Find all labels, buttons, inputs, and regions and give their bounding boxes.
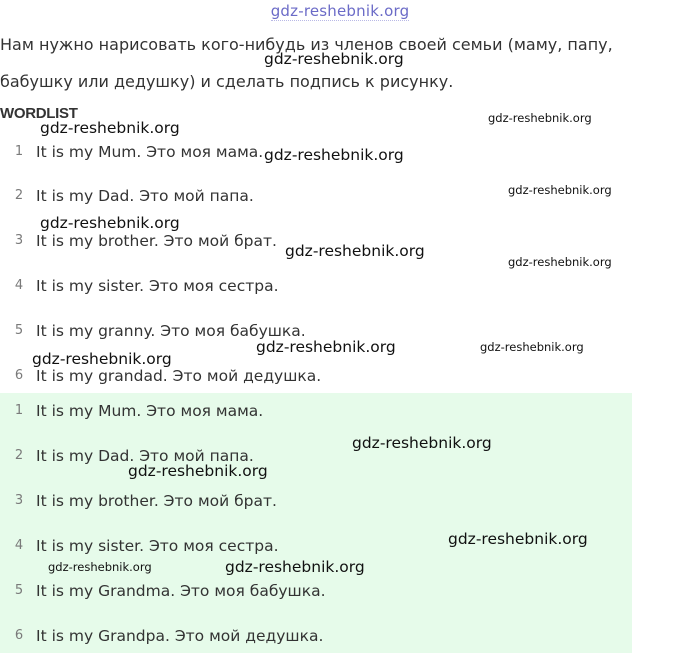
watermark: gdz-reshebnik.org (488, 111, 592, 125)
watermark: gdz-reshebnik.org (48, 560, 152, 574)
item-number: 5 (14, 583, 24, 598)
item-number: 3 (14, 233, 24, 248)
item-number: 1 (14, 144, 24, 159)
item-number: 6 (14, 368, 24, 383)
item-number: 5 (14, 323, 24, 338)
answer-panel (0, 393, 632, 653)
watermark: gdz-reshebnik.org (264, 146, 404, 164)
watermark: gdz-reshebnik.org (352, 434, 492, 452)
item-text: It is my Dad. Это мой папа. (36, 447, 254, 465)
item-text: It is my brother. Это мой брат. (36, 232, 277, 250)
item-number: 3 (14, 493, 24, 508)
item-text: It is my Dad. Это мой папа. (36, 187, 254, 205)
item-text: It is my sister. Это моя сестра. (36, 277, 279, 295)
item-number: 4 (14, 278, 24, 293)
watermark: gdz-reshebnik.org (32, 350, 172, 368)
item-text: It is my Grandma. Это моя бабушка. (36, 582, 326, 600)
watermark: gdz-reshebnik.org (40, 119, 180, 137)
watermark: gdz-reshebnik.org (285, 242, 425, 260)
task-line-1: Нам нужно нарисовать кого-нибудь из членов своей семьи (маму, папу, (0, 35, 613, 54)
wordlist-title: WORDLIST (0, 105, 78, 122)
task-line-2: бабушку или дедушку) и сделать подпись к рисунку. (0, 72, 454, 91)
item-number: 2 (14, 448, 24, 463)
item-text: It is my Mum. Это моя мама. (36, 402, 264, 420)
item-text: It is my Grandpa. Это мой дедушка. (36, 627, 324, 645)
watermark: gdz-reshebnik.org (480, 340, 584, 354)
item-text: It is my sister. Это моя сестра. (36, 537, 279, 555)
watermark: gdz-reshebnik.org (264, 50, 404, 68)
item-number: 4 (14, 538, 24, 553)
item-text: It is my grandad. Это мой дедушка. (36, 367, 322, 385)
header-site-link[interactable] (0, 2, 680, 20)
header-site-text[interactable]: gdz-reshebnik.org (270, 2, 410, 20)
item-text: It is my brother. Это мой брат. (36, 492, 277, 510)
item-text: It is my granny. Это моя бабушка. (36, 322, 306, 340)
item-number: 1 (14, 403, 24, 418)
watermark: gdz-reshebnik.org (508, 255, 612, 269)
watermark: gdz-reshebnik.org (508, 183, 612, 197)
item-number: 2 (14, 188, 24, 203)
watermark: gdz-reshebnik.org (448, 530, 588, 548)
watermark: gdz-reshebnik.org (256, 338, 396, 356)
item-number: 6 (14, 628, 24, 643)
item-text: It is my Mum. Это моя мама. (36, 143, 264, 161)
watermark: gdz-reshebnik.org (40, 214, 180, 232)
watermark: gdz-reshebnik.org (225, 558, 365, 576)
watermark: gdz-reshebnik.org (128, 462, 268, 480)
